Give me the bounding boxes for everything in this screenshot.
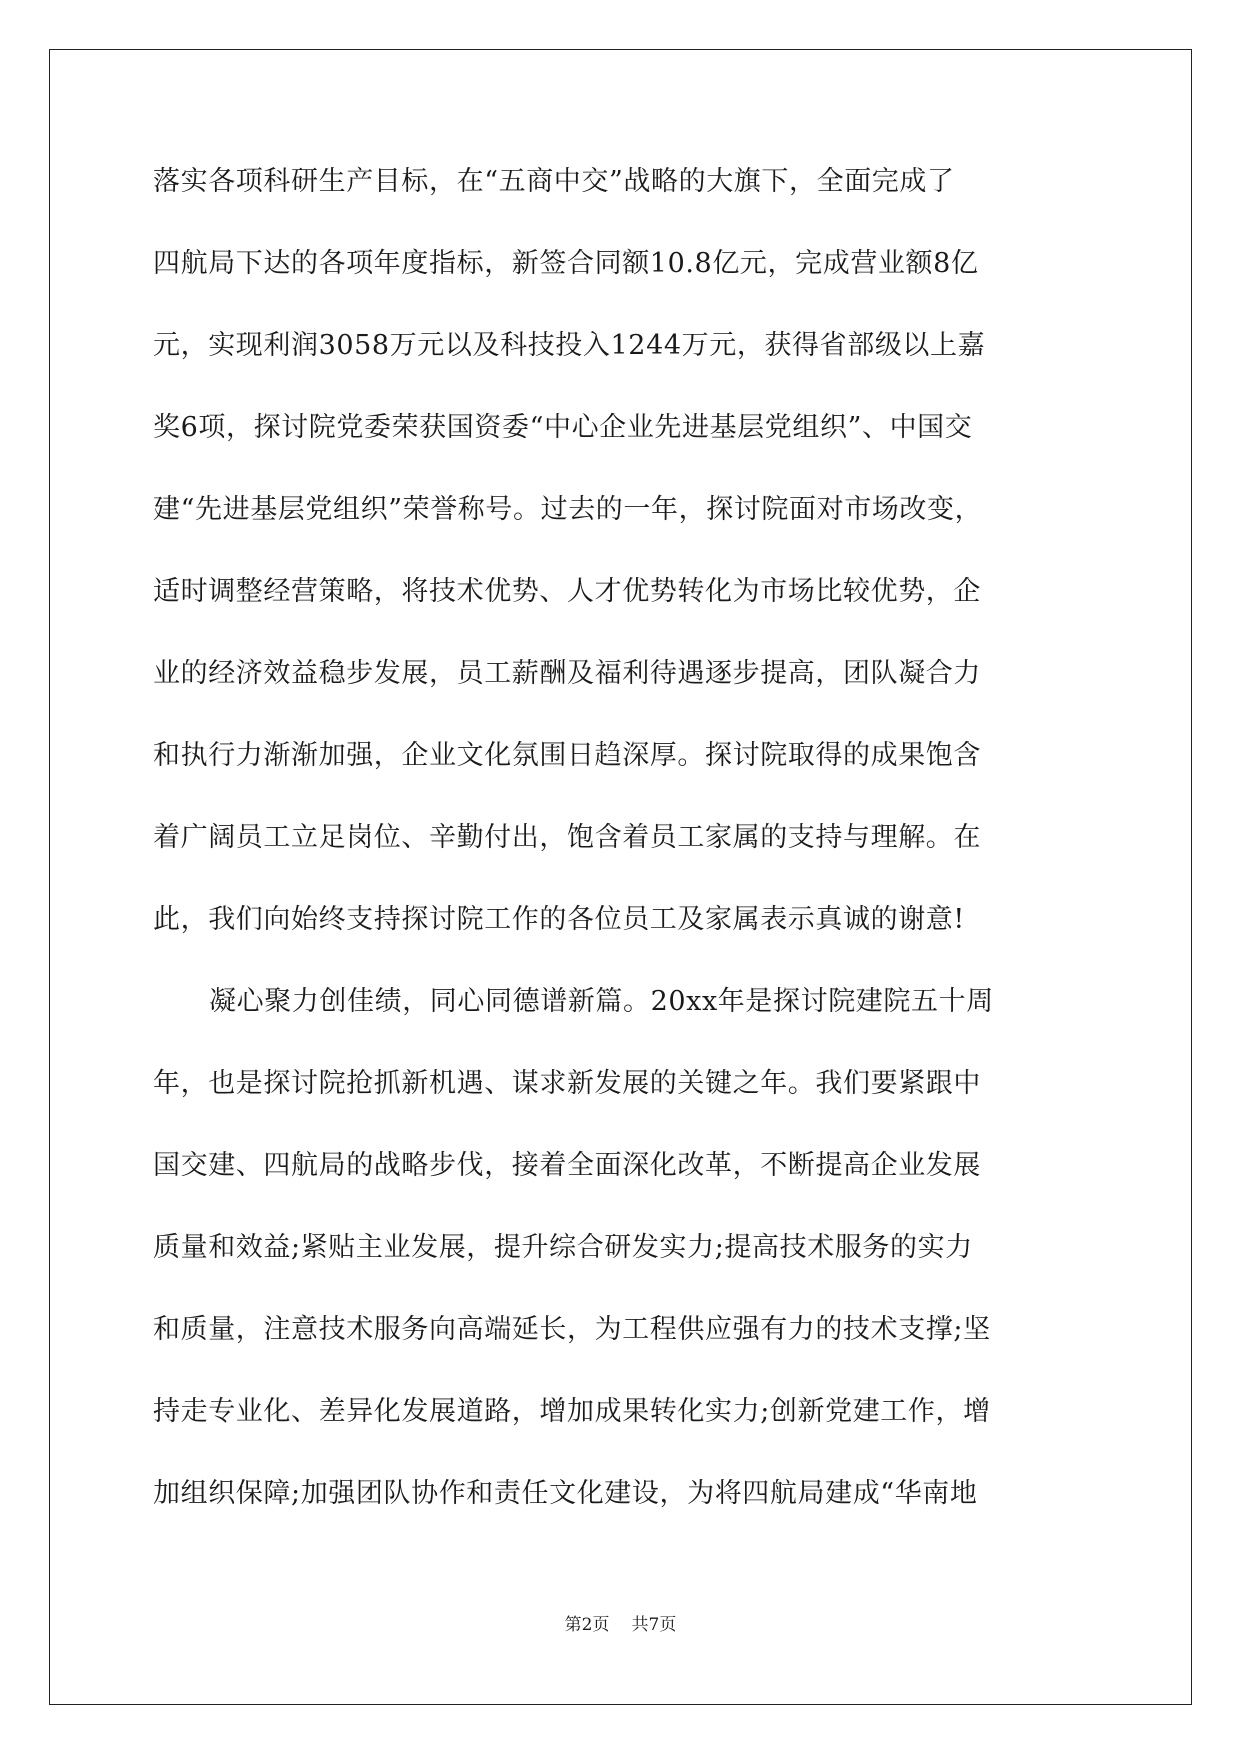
document-body [153, 158, 1093, 1552]
text-line: 和质量，注意技术服务向高端延长，为工程供应强有力的技术支撑;坚 [153, 1314, 991, 1345]
page-footer [0, 1610, 1241, 1635]
text-line: 适时调整经营策略，将技术优势、人才优势转化为市场比较优势，企 [153, 576, 981, 607]
text-line: 年，也是探讨院抢抓新机遇、谋求新发展的关键之年。我们要紧跟中 [153, 1068, 981, 1099]
text-line: 业的经济效益稳步发展，员工薪酬及福利待遇逐步提高，团队凝合力 [153, 658, 981, 689]
page-number-current: 第2页 [564, 1615, 610, 1635]
text-line: 质量和效益;紧贴主业发展，提升综合研发实力;提高技术服务的实力 [153, 1232, 973, 1263]
text-line: 持走专业化、差异化发展道路，增加成果转化实力;创新党建工作，增 [153, 1396, 991, 1427]
text-line: 加组织保障;加强团队协作和责任文化建设，为将四航局建成“华南地 [153, 1478, 978, 1509]
text-line: 元，实现利润3058万元以及科技投入1244万元，获得省部级以上嘉 [153, 330, 986, 361]
text-line: 国交建、四航局的战略步伐，接着全面深化改革，不断提高企业发展 [153, 1150, 981, 1181]
paragraph-start-line: 凝心聚力创佳绩，同心同德谱新篇。20xx年是探讨院建院五十周 [209, 986, 994, 1017]
page-number-total: 共7页 [631, 1615, 677, 1635]
text-line: 四航局下达的各项年度指标，新签合同额10.8亿元，完成营业额8亿 [153, 248, 979, 279]
text-line: 和执行力渐渐加强，企业文化氛围日趋深厚。探讨院取得的成果饱含 [153, 740, 981, 771]
text-line: 建“先进基层党组织”荣誉称号。过去的一年，探讨院面对市场改变， [153, 494, 983, 525]
text-line: 着广阔员工立足岗位、辛勤付出，饱含着员工家属的支持与理解。在 [153, 822, 981, 853]
text-line: 此，我们向始终支持探讨院工作的各位员工及家属表示真诚的谢意! [153, 904, 965, 935]
text-line: 落实各项科研生产目标，在“五商中交”战略的大旗下，全面完成了 [153, 166, 955, 197]
text-line: 奖6项，探讨院党委荣获国资委“中心企业先进基层党组织”、中国交 [153, 412, 973, 443]
